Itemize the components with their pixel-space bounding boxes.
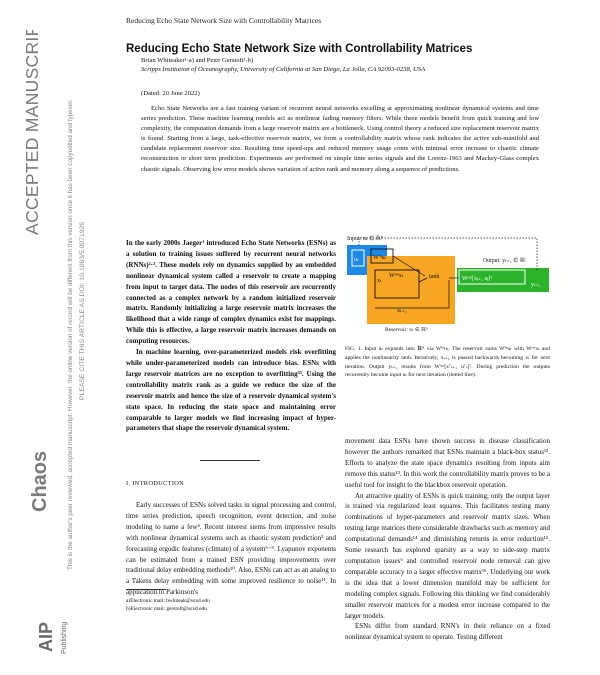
footnote: a)Electronic mail: bwhiteak@ucsd.edu <box>126 598 210 604</box>
output-label: Output: yₜ₊₁ ∈ ℝᴸ <box>483 258 527 264</box>
x-label: xₜ <box>377 278 382 284</box>
abstract: Echo State Networks are a fast training variant of recurrent neural networks excelling at approximating nonlinear dynamical systems and time series prediction. These machine learning models act as nonlinear fading memory filters. While these models benefit from quick training and low complexity, the computation demands from a large reservoir matrix are a bottleneck. Using control theory a reduced size replacement reservoir matrix is found. Starting from a large, task-effective reservoir matrix, we form a controllability matrix whose rank indicates the active sub-manifold and candidate replacement reservoir size. Resulting time speed-ups and reduced memory usage come with minimal error increase to chaotic climate reconstruction or short term prediction. Experiments are performed on simple time series signals and the Lorenz-1963 and Mackey-Glass complex chaotic signals. Observing low error models shows variation of active rank and memory along a sequence of predictions. <box>141 105 539 173</box>
bold-paragraph: In machine learning, over-parameterized models risk overfitting while under-parameterized models can introduce bias. ESNs with large reservoir matrices are no exception to overfitting³³. Using the controllability matrix rank as a guide we reduce the size of the reservoir matrix and hence the size of a reservoir dynamical system's state space. In reducing the state space and maintaining error comparable to larger models we find increasing impact of hyper-parameters that shape the reservoir dynamical system. <box>126 348 336 433</box>
svg-text:PLEASE CITE THIS ARTICLE AS DO: PLEASE CITE THIS ARTICLE AS DOI: 10.1063/5.0071926 <box>79 221 86 400</box>
reservoir-box <box>367 256 455 324</box>
right-column-body <box>345 436 550 643</box>
svg-text:ACCEPTED MANUSCRIPT: ACCEPTED MANUSCRIPT <box>22 30 42 235</box>
body-paragraph: movement data ESNs have shown success in disease classification however the authors remarked that ESNs maintain a black-box status¹². Efforts to analyze the state space dynamics resulting from inputs aim remove this status¹³. In this work the controllability matrix proves to be a useful tool for insight to the blackbox reservoir operation. <box>345 437 550 489</box>
bold-paragraph: In the early 2000s Jaeger¹ introduced Echo State Networks (ESNs) as a solution to training issues suffered by recurrent neural networks (RNNs)²·³. These models rely on dynamics supplied by an embedded nonlinear dynamical system called a reservoir to create a mapping from input to target data. The nodes of this reservoir are recurrently connected as a complex network by a random initialized reservoir matrix. Randomly initializing a large reservoir matrix increases the likelihood that a wide range of complex dynamics exist for mappings. While this is effective, a large reservoir matrix increases demands on computing resources. <box>126 239 336 346</box>
xnext-label: xₜ₊₁ <box>397 308 408 314</box>
svg-text:This is the author's peer revi: This is the author's peer reviewed, accepted manuscript. However, the online version of record will be different from this version once it has been copyedited and typeset. <box>67 99 74 570</box>
win-label: Wⁱⁿuₜ <box>373 255 387 261</box>
section-heading: I. INTRODUCTION <box>126 480 185 487</box>
journal-name <box>14 400 62 520</box>
aip-publishing-logo <box>30 606 74 658</box>
authors: Brian Whiteaker¹·a) and Peter Gerstoft¹·b) <box>141 57 254 64</box>
introduction-body <box>126 500 336 598</box>
affiliation: Scripps Institution of Oceanography, University of California at San Diego, La Jolla, CA 92093-0238, USA <box>141 66 426 73</box>
bold-introduction <box>126 238 336 434</box>
paper-title: Reducing Echo State Network Size with Controllability Matrices <box>126 43 473 55</box>
date-line: (Dated: 20 June 2022) <box>141 90 200 97</box>
esn-diagram <box>345 232 551 332</box>
footnote: b)Electronic mail: gerstoft@ucsd.edu <box>126 605 207 612</box>
u-label: uₜ <box>354 257 359 263</box>
accepted-manuscript-label <box>8 30 56 240</box>
figure-caption: FIG. 1. Input uₜ expands into ℝᴺ via Wⁱⁿuₜ. The reservoir sums Wⁱⁿuₜ with Wʳᵉˢxₜ and applies the nonlinearity tanh. Iteratively, xₜ₊₁ is passed backwards becoming xₜ for next iteration. Output yₜ₊₁ results from Wᵒᵘᵗ[xᵀₜ₊₁ uᵀₜ]ᵀ. During prediction the outputs recurrently become input uₜ for next iteration (dotted line). <box>345 346 550 379</box>
manuscript-notice <box>62 20 92 580</box>
wres-label: Wʳᵉˢxₜ <box>389 273 404 279</box>
body-paragraph: ESNs differ from standard RNN's in their reliance on a fixed nonlinear dynamical system to operate. Testing different <box>345 622 550 642</box>
svg-text:Chaos: Chaos <box>29 450 51 512</box>
footnote-rule <box>126 589 166 590</box>
body-paragraph: An attractive quality of ESNs is quick training; only the output layer is trained via regularized least squares. This facilitates testing many combinations of hyper-parameters and reservoir matrix sizes. When testing large matrices there considerable drawbacks such as memory and computational demands¹⁴ and diminishing returns in error reduction¹⁵. Some research has explored sparsity as a way to side-step matrix computation issues⁶ and controlled reservoir node removal can give comparable accuracy to a larger effective matrix¹⁶. Underlying our work is the idea that a lower dimension manifold may be sufficient for modeling complex signals. Following this thinking we find considerably smaller reservoir matrices for a modest error increase compared to the larger models. <box>345 491 550 620</box>
running-header: Reducing Echo State Network Size with Controllability Matrices <box>126 16 322 25</box>
svg-text:Publishing: Publishing <box>61 621 68 654</box>
reservoir-label: Reservoir: xₜ ∈ ℝᴺ <box>385 327 429 332</box>
input-label: Input: uₜ ∈ ℝᴷ <box>347 236 384 242</box>
wout-label: Wᵒᵘᵗ[xⱼ₊₁ uⱼ]ᵀ <box>462 276 493 282</box>
body-paragraph: Early successes of ESNs solved tasks in signal processing and control, time series prediction, speech recognition, event detection, and noise modeling to name a few⁴. Recent interest stems from impressive results with nonlinear dynamical systems such as chaotic system prediction⁵ and forecasting ergodic features (climate) of a system⁶⁻⁹. Lyapunov exponents can be estimated from a trained ESN providing improvements over traditional delay embedding methods¹⁰. Also, ESNs can act as an analog to a Takens delay embedding with some improved resilience to noise¹¹. In application to Parkinson's <box>126 501 336 597</box>
svg-text:AIP: AIP <box>36 621 56 652</box>
tanh-label: tanh <box>429 274 440 280</box>
y-label: yₜ₊₁ <box>531 282 541 288</box>
divider <box>200 460 260 461</box>
footnotes <box>126 598 210 613</box>
